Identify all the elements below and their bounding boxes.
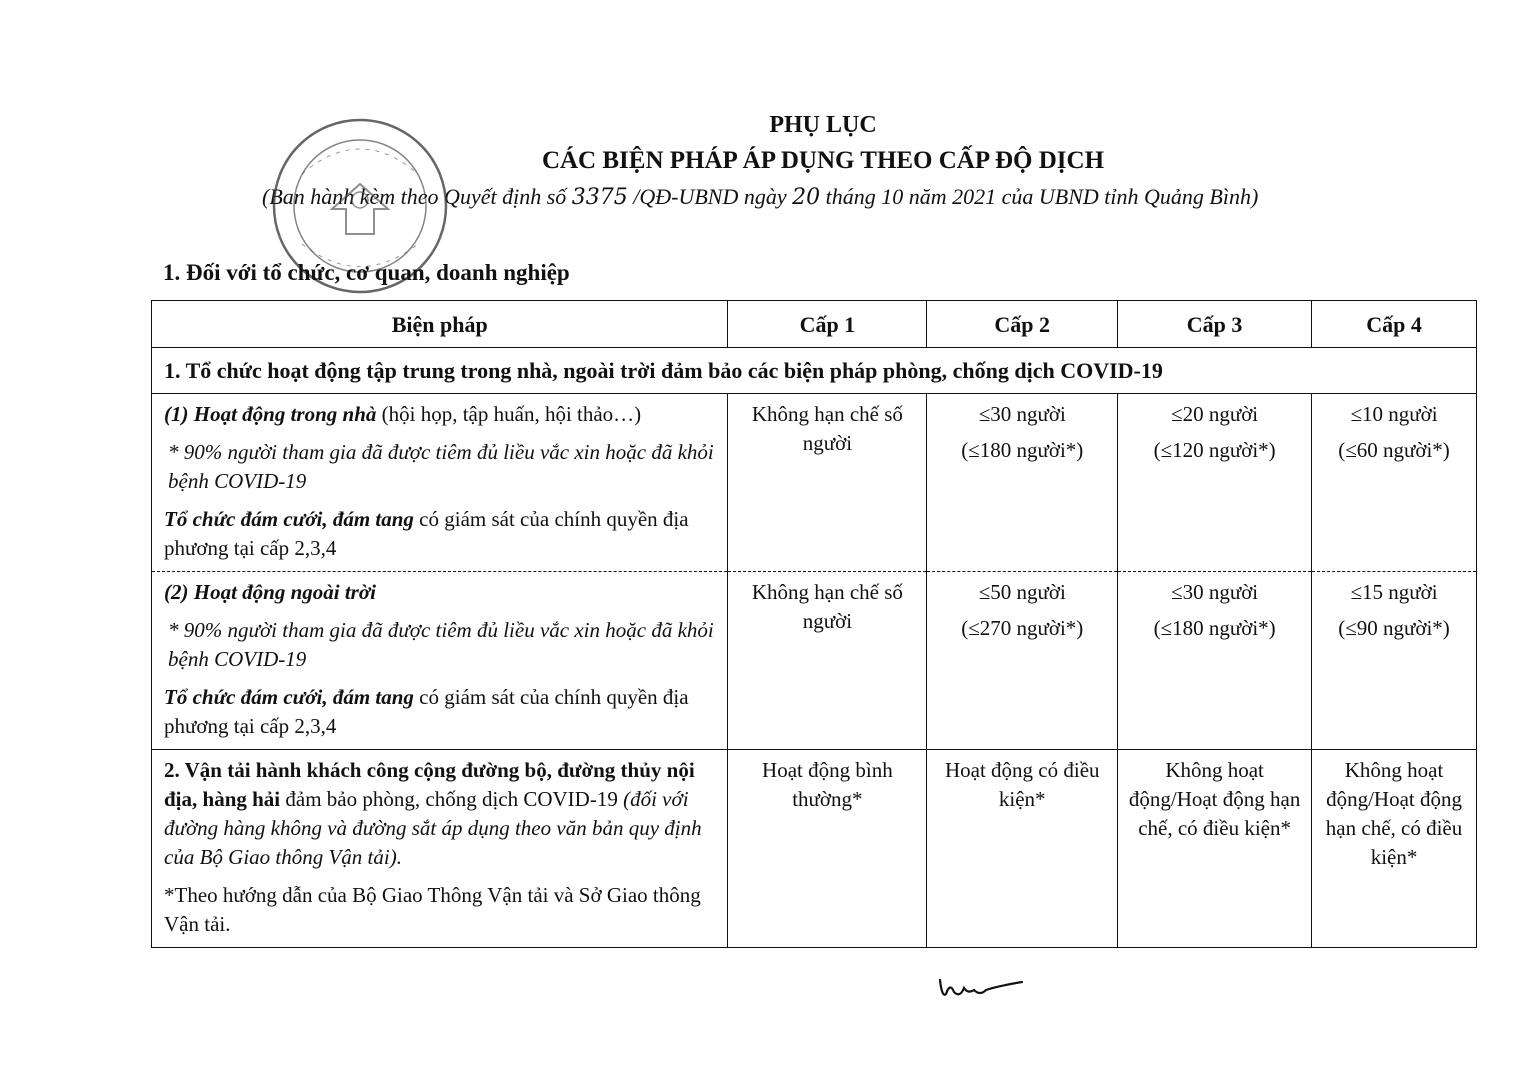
table-row — [152, 394, 1477, 572]
issued-suffix: tháng 10 năm 2021 của UBND tỉnh Quảng Bình) — [820, 184, 1259, 209]
issue-day: 20 — [792, 185, 821, 210]
level-1-cell — [728, 572, 927, 750]
level-4-value: ≤15 người — [1350, 580, 1438, 604]
measure-cell — [152, 750, 728, 948]
header-level-2: Cấp 2 — [927, 301, 1118, 348]
initial-signature-icon — [936, 972, 1026, 1002]
measure-note: *Theo hướng dẫn của Bộ Giao Thông Vận tải và Sở Giao thông Vận tải. — [164, 883, 701, 936]
measure-note: * 90% người tham gia đã được tiêm đủ liều vắc xin hoặc đã khỏi bệnh COVID-19 — [168, 440, 714, 493]
level-4-value: ≤10 người — [1350, 402, 1438, 426]
level-4-cell — [1312, 750, 1477, 948]
level-3-cell — [1118, 572, 1312, 750]
table-header-row — [152, 301, 1477, 348]
group-heading: 1. Tổ chức hoạt động tập trung trong nhà, ngoài trời đảm bảo các biện pháp phòng, chống dịch COVID-19 — [152, 348, 1477, 394]
level-3-value: Không hoạt động/Hoạt động hạn chế, có điều kiện* — [1128, 758, 1301, 840]
measure-cell — [152, 394, 728, 572]
appendix-subtitle: CÁC BIỆN PHÁP ÁP DỤNG THEO CẤP ĐỘ DỊCH — [541, 147, 1105, 174]
level-1-value: Không hạn chế số người — [751, 580, 903, 633]
level-2-vaccinated: (≤180 người*) — [961, 438, 1084, 462]
header-measure: Biện pháp — [152, 301, 728, 348]
issued-prefix: (Ban hành kèm theo Quyết định số — [262, 184, 572, 209]
level-4-cell — [1312, 572, 1477, 750]
level-1-cell — [728, 394, 927, 572]
level-2-value: Hoạt động có điều kiện* — [944, 758, 1100, 811]
issued-mid: /QĐ-UBND ngày — [627, 184, 793, 209]
level-1-value: Không hạn chế số người — [751, 402, 903, 455]
level-4-cell — [1312, 394, 1477, 572]
table-row — [152, 750, 1477, 948]
level-2-value: ≤30 người — [978, 402, 1066, 426]
level-3-cell — [1118, 394, 1312, 572]
level-4-vaccinated: (≤60 người*) — [1338, 438, 1450, 462]
table-row — [152, 572, 1477, 750]
measure-cell — [152, 572, 728, 750]
measure-title: (2) Hoạt động ngoài trời — [164, 580, 376, 604]
level-3-cell — [1118, 750, 1312, 948]
measure-text: đảm bảo phòng, chống dịch COVID-19 — [280, 787, 624, 811]
level-4-vaccinated: (≤90 người*) — [1338, 616, 1450, 640]
level-3-value: ≤20 người — [1171, 402, 1259, 426]
level-3-vaccinated: (≤120 người*) — [1153, 438, 1276, 462]
measures-table — [151, 300, 1477, 948]
level-4-value: Không hoạt động/Hoạt động hạn chế, có điều kiện* — [1325, 758, 1463, 869]
level-1-value: Hoạt động bình thường* — [762, 758, 893, 811]
level-2-value: ≤50 người — [978, 580, 1066, 604]
level-2-cell — [927, 750, 1118, 948]
section-heading: 1. Đối với tổ chức, cơ quan, doanh nghiệp — [163, 260, 570, 285]
group-row — [152, 348, 1477, 394]
header-level-4: Cấp 4 — [1312, 301, 1477, 348]
header-level-3: Cấp 3 — [1118, 301, 1312, 348]
appendix-title: PHỤ LỤC — [769, 112, 877, 138]
header-level-1: Cấp 1 — [728, 301, 927, 348]
level-3-vaccinated: (≤180 người*) — [1153, 616, 1276, 640]
measure-note: * 90% người tham gia đã được tiêm đủ liều vắc xin hoặc đã khỏi bệnh COVID-19 — [168, 618, 714, 671]
level-1-cell — [728, 750, 927, 948]
event-suffix: có giám sát của chính quyền địa phương tại cấp 2,3,4 — [164, 507, 689, 560]
level-3-value: ≤30 người — [1171, 580, 1259, 604]
event-title: Tổ chức đám cưới, đám tang — [164, 507, 414, 531]
measure-title: 2. Vận tải hành khách công cộng đường bộ, đường thủy nội địa, hàng hải — [164, 758, 695, 811]
level-2-cell — [927, 572, 1118, 750]
decision-number: 3375 — [571, 185, 628, 210]
level-2-cell — [927, 394, 1118, 572]
event-suffix: có giám sát của chính quyền địa phương tại cấp 2,3,4 — [164, 685, 689, 738]
measure-title: (1) Hoạt động trong nhà — [164, 402, 377, 426]
measure-title-suffix: (hội họp, tập huấn, hội thảo…) — [376, 402, 642, 426]
measure-italic-note: (đối với đường hàng không và đường sắt áp dụng theo văn bản quy định của Bộ Giao thông Vận tải). — [164, 787, 702, 869]
event-title: Tổ chức đám cưới, đám tang — [164, 685, 414, 709]
level-2-vaccinated: (≤270 người*) — [961, 616, 1084, 640]
